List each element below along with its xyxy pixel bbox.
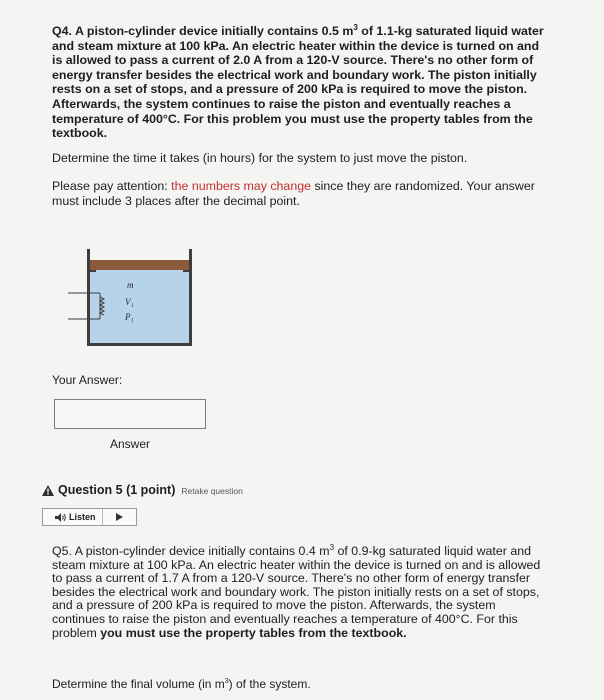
retake-question-link[interactable]: Retake question [181, 486, 243, 496]
q5-determine-sup: 3 [224, 678, 229, 685]
speaker-icon [55, 513, 66, 522]
cylinder-bottom [87, 343, 192, 346]
cylinder-right-wall [189, 249, 192, 345]
q5-points: (1 point) [126, 483, 176, 497]
q4-note [52, 179, 550, 209]
q5-sup: 3 [329, 542, 335, 552]
play-button[interactable] [103, 509, 136, 525]
piston-cylinder-figure [66, 243, 206, 355]
listen-label: Listen [69, 512, 96, 522]
q4-sup: 3 [353, 22, 358, 32]
stop-left [90, 270, 96, 272]
q5-statement [52, 542, 552, 640]
question-5-header [42, 483, 243, 497]
q5-heading: Question 5 [58, 483, 123, 497]
q5-text-bold: you must use the property tables from the textbook. [100, 625, 407, 640]
q4-determine: Determine the time it takes (in hours) for the system to just move the piston. [52, 150, 468, 165]
answer-input[interactable] [54, 399, 206, 429]
q5-determine-pre: Determine the final volume (in m [52, 677, 225, 691]
q5-text-mid: of 0.9-kg saturated liquid water and steam mixture at 100 kPa. An electric heater within the device is turned on and is allowed to pass a current of 1.7 A from a 120-V source. There's no other form of energy transfer besides the electrical work and boundary work. The piston initially rests on a set of stops, and a pressure of 200 kPa is required to move the piston. Afterwards, the system continues to raise the piston and eventually reaches a temperature of 400°C. For this problem [52, 544, 541, 640]
listen-control [42, 508, 137, 526]
question-4 [52, 24, 550, 209]
stop-right [183, 270, 189, 272]
your-answer-label: Your Answer: [52, 373, 123, 387]
q4-text-post: of 1.1-kg saturated liquid water and steam mixture at 100 kPa. An electric heater within the device is turned on and is allowed to pass a current of 2.0 A from a 120-V source. There's no other form of energy transfer besides the electrical work and boundary work. The piston initially rests on a set of stops, and a pressure of 200 kPa is required to move the piston. Afterwards, the system continues to raise the piston and eventually reaches a temperature of 400°C. For this problem you must use the property tables from the textbook. [52, 24, 544, 141]
play-icon [116, 513, 123, 521]
q4-text-pre: Q4. A piston-cylinder device initially contains 0.5 m [52, 24, 354, 38]
q5-determine-post: ) of the system. [228, 677, 311, 691]
piston [90, 260, 189, 270]
cylinder-left-wall [87, 249, 90, 345]
q4-statement [52, 24, 550, 141]
water-region [90, 270, 189, 343]
q4-note-3: since they are randomized. Your answer must include 3 places after the decimal point. [52, 178, 535, 208]
q5-determine [52, 677, 311, 691]
q4-note-1: Please pay attention: [52, 178, 172, 193]
listen-button[interactable] [43, 509, 103, 525]
figure-label-v: V₁ [125, 297, 134, 307]
q4-note-highlight: the numbers may change [171, 178, 311, 193]
answer-button[interactable]: Answer [54, 433, 206, 455]
question-5 [52, 542, 552, 640]
figure-label-m: m [127, 280, 134, 290]
warning-icon [42, 485, 54, 496]
q5-text-pre: Q5. A piston-cylinder device initially contains 0.4 m [52, 544, 330, 558]
figure-label-p: P₁ [125, 312, 134, 322]
